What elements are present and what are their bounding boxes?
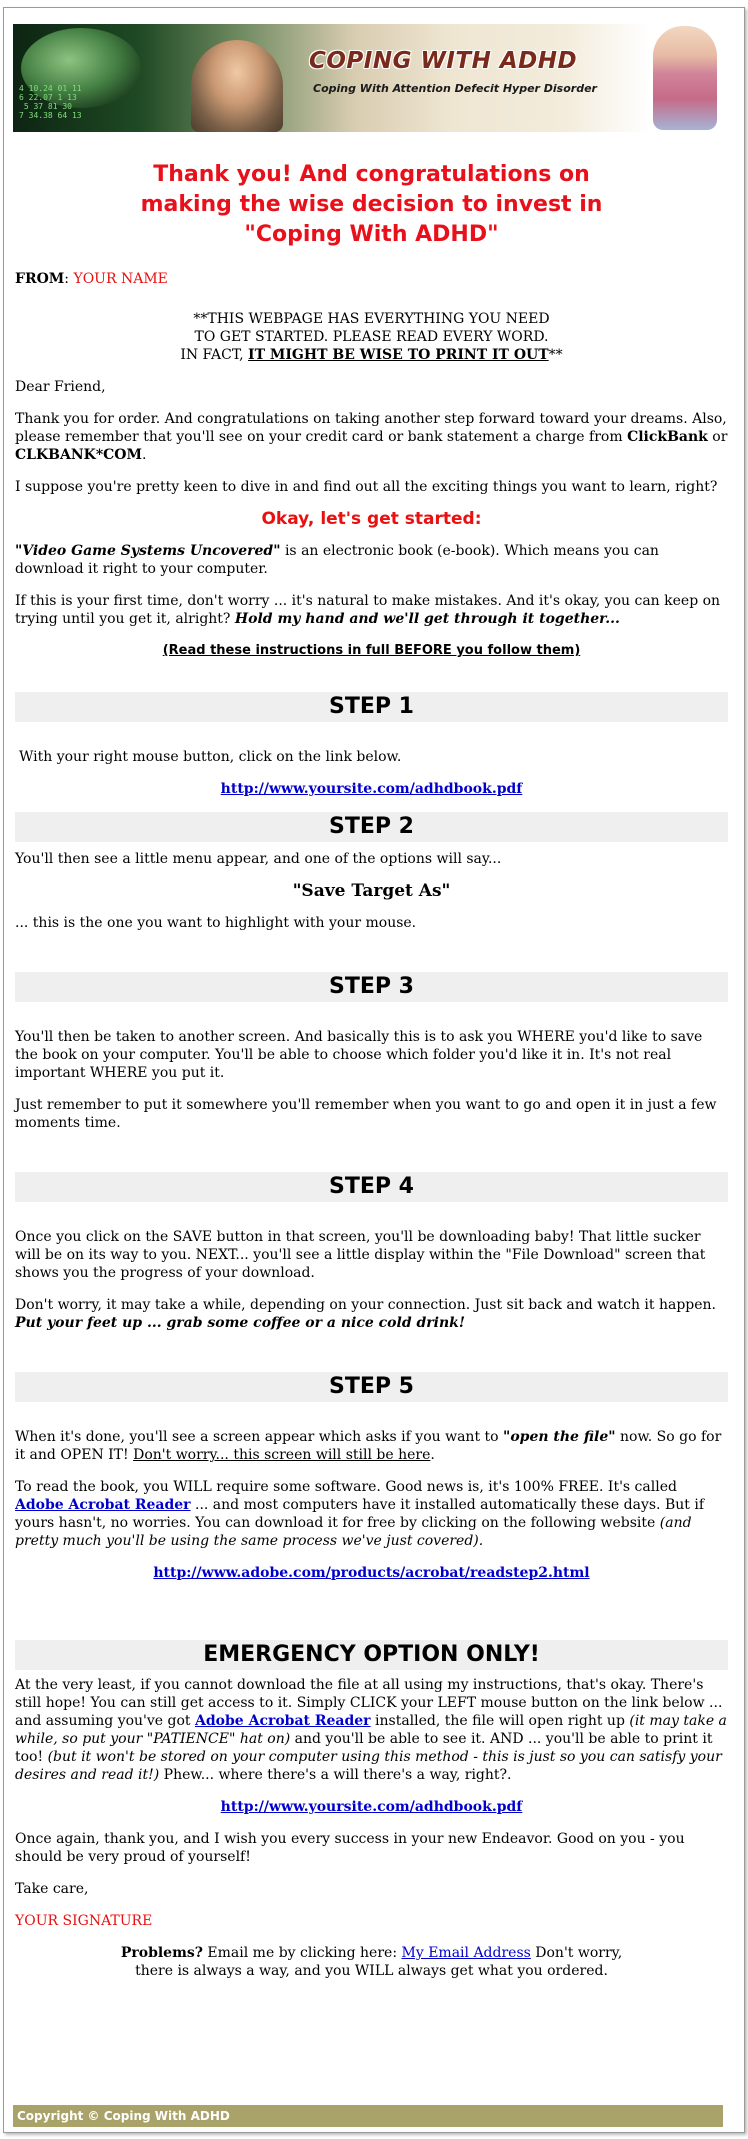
headline-line: "Coping With ADHD"	[244, 222, 499, 247]
emergency-text: At the very least, if you cannot download the file at all using my instructions, that's okay. There's still hope! You can still get access to it. Simply CLICK your LEFT mouse button on the link below ... and assuming you've got Adobe Acrobat Reader installed, the file will open right up (it may take a while, so put your "PATIENCE" hat on) and you'll be able to see it. AND ... you'll be able to print it too! (but it won't be stored on your computer using this method - this is just so you can satisfy your desires and read it!) Phew... where there's a will there's a way, right?.	[15, 1677, 727, 1783]
paragraph: "Video Game Systems Uncovered" is an electronic book (e-book). Which means you can download it right to your computer.	[15, 543, 659, 577]
closing-text: Once again, thank you, and I wish you every success in your new Endeavor. Good on you - you should be very proud of yourself!	[15, 1831, 685, 1865]
save-target-option: "Save Target As"	[292, 881, 451, 901]
paragraph: If this is your first time, don't worry ... it's natural to make mistakes. And it's okay, you can keep on trying until you get it, alright? Hold my hand and we'll get through it together...	[15, 593, 721, 627]
problems-note: Problems? Email me by clicking here: My Email Address Don't worry, there is always a way, and you WILL always get what you ordered.	[120, 1945, 623, 1979]
step-4-text: Once you click on the SAVE button in that screen, you'll be downloading baby! That little sucker will be on its way to you. NEXT... you'll see a little display within the "File Download" screen that shows you the progress of your download.	[15, 1229, 706, 1281]
take-care: Take care,	[15, 1881, 89, 1897]
footer-bar	[13, 2105, 723, 2127]
main-content	[15, 160, 728, 1994]
instructions-note: (Read these instructions in full BEFORE you follow them)	[162, 643, 581, 658]
girl-photo	[653, 26, 717, 130]
step-5-text: To read the book, you WILL require some software. Good news is, it's 100% FREE. It's called Adobe Acrobat Reader ... and most computers have it installed automatically these days. But if yours hasn't, no worries. You can download it for free by clicking on the following website (and pretty much you'll be using the same process we've just covered).	[15, 1479, 705, 1549]
ebook-download-link[interactable]: http://www.yoursite.com/adhdbook.pdf	[220, 781, 523, 797]
signature: YOUR SIGNATURE	[15, 1913, 153, 1929]
step-4-heading: STEP 4	[15, 1172, 728, 1202]
email-link[interactable]: My Email Address	[401, 1945, 531, 1961]
ebook-open-link[interactable]: http://www.yoursite.com/adhdbook.pdf	[220, 1799, 523, 1815]
emergency-heading: EMERGENCY OPTION ONLY!	[15, 1640, 728, 1670]
step-5-text: When it's done, you'll see a screen appear which asks if you want to "open the file" now. So go for it and OPEN IT! Don't worry... this screen will still be here.	[15, 1429, 722, 1463]
headline-line: making the wise decision to invest in	[140, 192, 603, 217]
paragraph: I suppose you're pretty keen to dive in and find out all the exciting things you want to learn, right?	[15, 479, 718, 495]
step-3-text: You'll then be taken to another screen. And basically this is to ask you WHERE you'd like to save the book on your computer. You'll be able to choose which folder you'd like it in. It's not real important WHERE you put it.	[15, 1029, 703, 1081]
step-1-heading: STEP 1	[15, 692, 728, 722]
greeting: Dear Friend,	[15, 379, 106, 395]
acrobat-download-link[interactable]: http://www.adobe.com/products/acrobat/readstep2.html	[153, 1565, 590, 1581]
acrobat-reader-link[interactable]: Adobe Acrobat Reader	[15, 1497, 191, 1513]
step-3-text: Just remember to put it somewhere you'll remember when you want to go and open it in just a few moments time.	[15, 1097, 717, 1131]
step-2-text: You'll then see a little menu appear, and one of the options will say...	[15, 851, 502, 867]
headline-line: Thank you! And congratulations on	[153, 162, 590, 187]
notice: **THIS WEBPAGE HAS EVERYTHING YOU NEED TO GET STARTED. PLEASE READ EVERY WORD. IN FACT, IT MIGHT BE WISE TO PRINT IT OUT**	[180, 311, 563, 363]
code-overlay: 4 10.24 01 11 6 22.07 1 13 5 37 81 30 7 34.38 64 13	[19, 84, 82, 120]
step-4-text: Don't worry, it may take a while, depending on your connection. Just sit back and watch it happen. Put your feet up ... grab some coffee or a nice cold drink!	[15, 1297, 716, 1331]
step-2-after: ... this is the one you want to highlight with your mouse.	[15, 915, 417, 931]
headline	[15, 160, 728, 250]
boy-photo	[191, 40, 283, 132]
step-5-heading: STEP 5	[15, 1372, 728, 1402]
step-3-heading: STEP 3	[15, 972, 728, 1002]
section-heading: Okay, let's get started:	[261, 509, 482, 529]
site-subtitle: Coping With Attention Defecit Hyper Disorder	[313, 82, 597, 95]
from-line: FROM: YOUR NAME	[15, 271, 168, 287]
acrobat-reader-link[interactable]: Adobe Acrobat Reader	[195, 1713, 371, 1729]
header-banner	[13, 24, 721, 132]
copyright-text: Copyright © Coping With ADHD	[17, 2109, 230, 2123]
sender-name: YOUR NAME	[73, 271, 168, 287]
paragraph: Thank you for order. And congratulations on taking another step forward toward your dreams. Also, please remember that you'll see on your credit card or bank statement a charge from ClickBank or CLKBANK*COM.	[15, 411, 728, 463]
step-1-text: With your right mouse button, click on the link below.	[19, 749, 402, 765]
step-2-heading: STEP 2	[15, 812, 728, 842]
site-title: COPING WITH ADHD	[309, 48, 578, 74]
